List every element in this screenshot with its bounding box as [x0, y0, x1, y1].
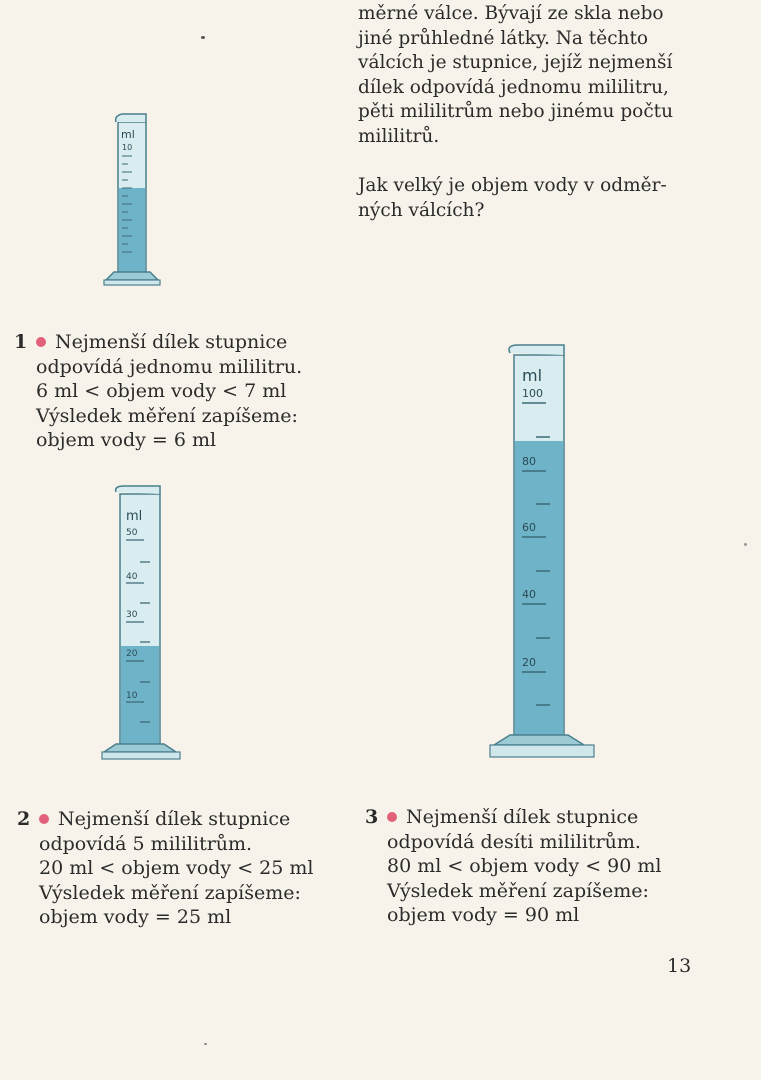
question-line: ných válcích?: [358, 199, 485, 221]
scan-speck: [744, 543, 747, 546]
scale-label: 30: [126, 610, 138, 620]
intro-line: pěti mililitrům nebo jinému počtu: [358, 101, 674, 122]
unit-label: ml: [522, 366, 543, 385]
example-line: objem vody = 6 ml: [36, 429, 217, 451]
example-1: [14, 330, 302, 453]
example-line: Výsledek měření zapíšeme:: [36, 404, 298, 427]
example-line: Nejmenší dílek stupnice: [55, 331, 288, 353]
example-line: 20 ml < objem vody < 25 ml: [39, 857, 314, 879]
example-number: 3: [365, 806, 379, 828]
intro-line: měrné válce. Bývají ze skla nebo: [358, 3, 664, 24]
scan-speck: [204, 1043, 207, 1045]
example-line: odpovídá jednomu mililitru.: [36, 355, 303, 378]
example-line: odpovídá 5 mililitrům.: [39, 832, 253, 855]
scale-label: 10: [126, 691, 138, 701]
example-line: Výsledek měření zapíšeme:: [387, 879, 649, 902]
intro-line: válcích je stupnice, jejíž nejmenší: [358, 52, 673, 73]
example-2: [17, 807, 313, 930]
unit-label: ml: [126, 509, 143, 524]
bullet-dot: [387, 812, 397, 822]
scale-label: 50: [126, 528, 138, 538]
scale-label: 20: [522, 656, 536, 669]
scale-label: 40: [126, 572, 138, 582]
example-line: objem vody = 90 ml: [387, 904, 580, 926]
scale-label: 60: [522, 521, 536, 534]
intro-line: dílek odpovídá jednomu mililitru,: [358, 76, 669, 98]
example-line: Nejmenší dílek stupnice: [406, 806, 639, 828]
example-3: [365, 805, 661, 928]
unit-label: ml: [121, 128, 135, 141]
example-line: Výsledek měření zapíšeme:: [39, 881, 301, 904]
scale-label: 10: [122, 143, 133, 152]
bullet-dot: [39, 814, 49, 824]
example-line: objem vody = 25 ml: [39, 906, 232, 928]
scale-label: 100: [522, 387, 543, 400]
example-line: Nejmenší dílek stupnice: [58, 808, 291, 830]
question-line: Jak velký je objem vody v odměr-: [358, 175, 667, 196]
scale-label: 20: [126, 649, 138, 659]
intro-line: jiné průhledné látky. Na těchto: [358, 27, 649, 49]
bullet-dot: [36, 337, 46, 347]
example-line: 80 ml < objem vody < 90 ml: [387, 855, 662, 877]
example-number: 1: [14, 331, 28, 353]
measuring-cylinder-2: [100, 486, 190, 766]
intro-text: [358, 2, 703, 223]
example-line: odpovídá desíti mililitrům.: [387, 830, 641, 853]
scale-label: 80: [522, 455, 536, 468]
water-level: [119, 188, 145, 272]
scan-speck: [201, 36, 205, 39]
scale-label: 40: [522, 588, 536, 601]
example-number: 2: [17, 808, 31, 830]
page-number: 13: [667, 955, 692, 977]
measuring-cylinder-3: [488, 345, 598, 765]
measuring-cylinder-1: [100, 110, 164, 290]
intro-line: mililitrů.: [358, 125, 440, 147]
example-line: 6 ml < objem vody < 7 ml: [36, 380, 287, 402]
